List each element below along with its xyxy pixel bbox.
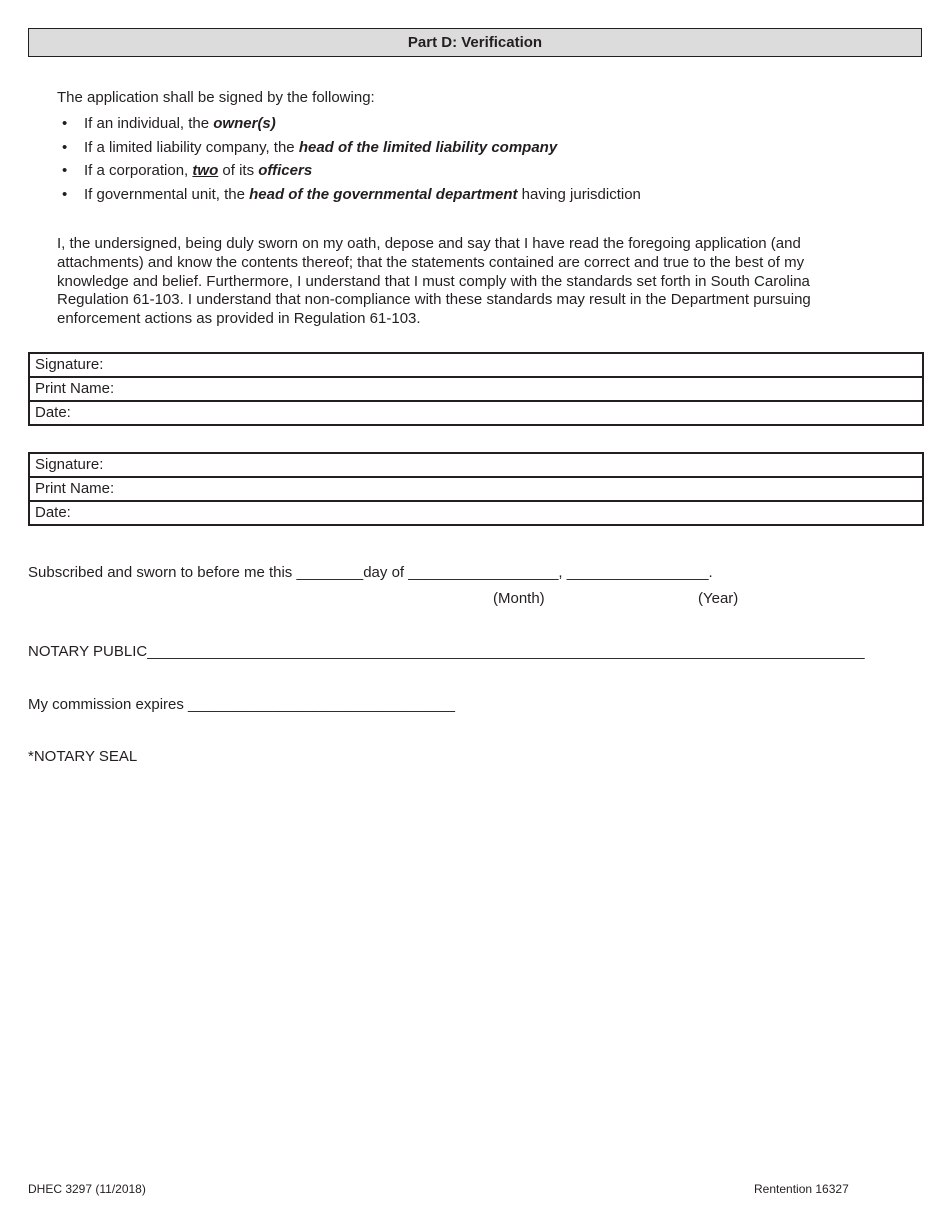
list-item: • If an individual, the owner(s) [62,115,276,132]
notary-public-line[interactable]: NOTARY PUBLIC______________________________________________________________________________________ [28,643,865,660]
form-id: DHEC 3297 (11/2018) [28,1182,146,1196]
print-name-field[interactable] [30,478,922,502]
signature-block-1 [28,352,924,426]
list-item: • If a corporation, two of its officers [62,162,313,179]
list-item: • If governmental unit, the head of the governmental department having jurisdiction [62,185,641,203]
section-header [28,28,922,57]
bullet-icon: • [62,138,68,156]
section-title: Part D: Verification [407,34,543,51]
print-name-label: Print Name: [35,380,115,397]
list-item: • If a limited liability company, the head of the limited liability company [62,138,558,156]
signature-label: Signature: [35,456,104,473]
signer-requirements-list [57,114,641,208]
bullet-icon: • [62,162,68,179]
bullet-icon: • [62,185,68,203]
year-label: (Year) [698,590,739,607]
bullet-icon: • [62,115,68,132]
print-name-label: Print Name: [35,480,115,497]
commission-expires-line[interactable]: My commission expires ________________________________ [28,696,455,713]
date-field[interactable] [30,502,922,524]
subscribed-sworn-line[interactable]: Subscribed and sworn to before me this ________day of __________________, _________________. [28,564,713,581]
oath-statement: I, the undersigned, being duly sworn on my oath, depose and say that I have read the foregoing application (and attachments) and know the contents thereof; that the statements contained are correct and true to the best of my knowledge and belief. Furthermore, I understand that I must comply with the standards set forth in South Carolina Regulation 61-103. I understand that non-compliance with these standards may result in the Department pursuing enforcement actions as provided in Regulation 61-103. [57,235,811,328]
intro-text: The application shall be signed by the following: [57,89,375,106]
date-field[interactable] [30,402,922,424]
signature-block-2 [28,452,924,526]
print-name-field[interactable] [30,378,922,402]
month-label: (Month) [493,590,545,607]
signature-field[interactable] [30,354,922,378]
date-label: Date: [35,504,71,521]
date-label: Date: [35,404,71,421]
signature-field[interactable] [30,454,922,478]
signature-label: Signature: [35,356,104,373]
notary-seal-label: *NOTARY SEAL [28,748,138,765]
retention-number: Rentention 16327 [754,1182,849,1196]
